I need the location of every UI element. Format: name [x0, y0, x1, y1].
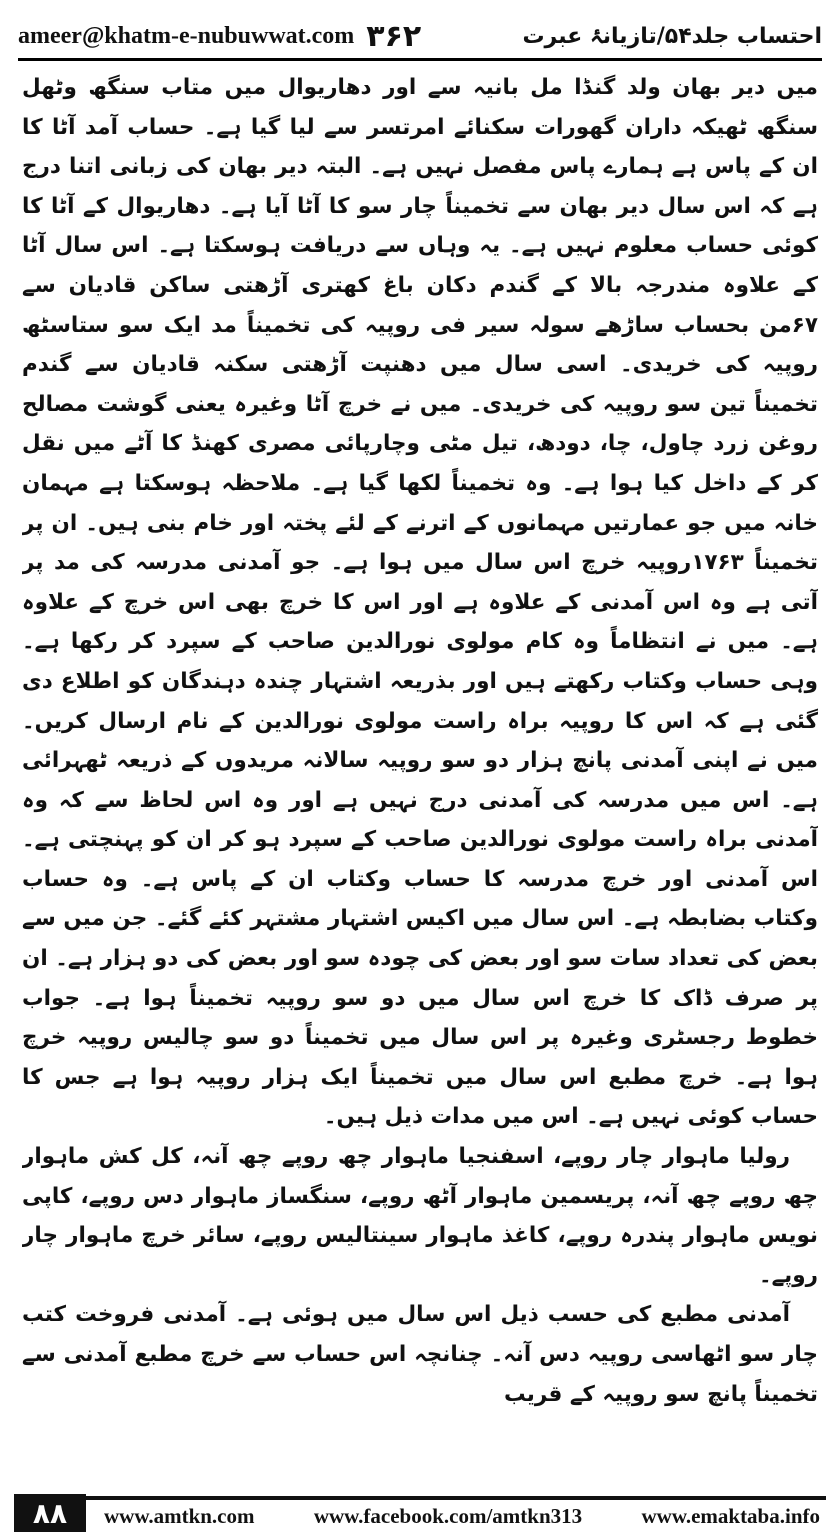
footer-link-facebook[interactable]: www.facebook.com/amtkn313	[313, 1503, 583, 1528]
page-body	[22, 68, 818, 1480]
page-header	[18, 14, 822, 61]
page-footer	[14, 1494, 826, 1532]
footer-link-emaktaba[interactable]: www.emaktaba.info	[641, 1503, 820, 1528]
paragraph: رولیا ماہوار چار روپے، اسفنجیا ماہوار چھ روپے چھ آنہ، کل کش ماہوار چھ روپے چھ آنہ، پریسمین ماہوار آٹھ روپے، سنگساز ماہوار دس روپے، کاپی نویس ماہوار پندرہ روپے، کاغذ ماہوار سینتالیس روپے، سائر خرچ ماہوار چار روپے۔	[22, 1144, 818, 1288]
footer-folio-number: ۸۸	[14, 1494, 86, 1532]
header-series-title: احتساب جلد۵۴/تازیانۂ عبرت	[522, 23, 822, 49]
paragraph: آمدنی مطبع کی حسب ذیل اس سال میں ہوئی ہے۔ آمدنی فروخت کتب چار سو اٹھاسی روپیہ دس آنہ۔ چنانچہ اس حساب سے خرچ مطبع آمدنی سے تخمیناً پانچ سو روپیہ کے قریب	[22, 1302, 818, 1407]
header-page-number: ۳۶۲	[366, 18, 422, 54]
header-left	[18, 19, 421, 54]
footer-links	[86, 1500, 826, 1532]
footer-links-bar	[86, 1494, 826, 1532]
paragraph: میں دیر بھان ولد گنڈا مل بانیہ سے اور دھاریوال میں متاب سنگھ وٹھل سنگھ ٹھیکہ داران گھورات سکنائے امرتسر سے لیا گیا ہے۔ حساب آمد آٹا کا ان کے پاس ہے ہمارے پاس مفصل نہیں ہے۔ البتہ دیر بھان کی زبانی اتنا درج ہے کہ اس سال دیر بھان سے تخمیناً چار سو کا آٹا آیا ہے۔ دھاریوال کے آٹا کا کوئی حساب معلوم نہیں ہے۔ یہ وہاں سے دریافت ہوسکتا ہے۔ اس سال آٹا کے علاوہ مندرجہ بالا کے گندم دکان باغ کھتری آڑھتی ساکن قادیان سے ۶۷من بحساب ساڑھے سولہ سیر فی روپیہ کی تخمیناً مد ایک سو ستاسٹھ روپیہ کی خریدی۔ اسی سال میں دھنپت آڑھتی سکنہ قادیان سے گندم تخمیناً تین سو روپیہ کی خریدی۔ میں نے خرچ آٹا وغیرہ یعنی گوشت مصالح روغن زرد چاول، چا، دودھ، تیل مٹی وچارپائی مصری کھنڈ کا آٹے میں نقل کر کے داخل کیا ہوا ہے۔ وہ تخمیناً لکھا گیا ہے۔ ملاحظہ ہوسکتا ہے مہمان خانہ میں جو عمارتیں مہمانوں کے اترنے کے لئے پختہ اور خام بنی ہیں۔ ان پر تخمیناً ۱۷۶۳روپیہ خرچ اس سال میں ہوا ہے۔ جو آمدنی مدرسہ کی مد پر آتی ہے وہ اس آمدنی کے علاوہ ہے اور اس کا خرچ بھی اس خرچ کے علاوہ ہے۔ میں نے انتظاماً وہ کام مولوی نورالدین صاحب کے سپرد کر رکھا ہے۔ وہی حساب وکتاب رکھتے ہیں اور بذریعہ اشتہار چندہ دہندگان کو اطلاع دی گئی ہے کہ اس کا روپیہ براہ راست مولوی نورالدین کے نام ارسال کریں۔ میں نے اپنی آمدنی پانچ ہزار دو سو روپیہ سالانہ مریدوں کے ذریعہ ٹھہرائی ہے۔ اس میں مدرسہ کی آمدنی درج نہیں ہے اور وہ اس لحاظ سے کہ وہ آمدنی براہ راست مولوی نورالدین صاحب کے سپرد ہو کر ان کو پہنچتی ہے۔ اس آمدنی اور خرچ مدرسہ کا حساب وکتاب ان کے پاس ہے۔ وہ حساب وکتاب بضابطہ ہے۔ اس سال میں اکیس اشتہار مشتہر کئے گئے۔ جن میں سے بعض کی تعداد سات سو اور بعض کی چودہ سو اور بعض کی دو ہزار ہے۔ ان پر صرف ڈاک کا خرچ اس سال میں دو سو روپیہ تخمیناً ہوا ہے۔ جواب خطوط رجسٹری وغیرہ پر اس سال میں تخمیناً دو سو چالیس روپیہ خرچ ہوا ہے۔ خرچ مطبع اس سال میں تخمیناً ایک ہزار روپیہ ہوا ہے جس کا حساب کوئی نہیں ہے۔ اس میں مدات ذیل ہیں۔	[22, 75, 818, 1130]
header-email: ameer@khatm-e-nubuwwat.com	[18, 22, 355, 49]
footer-link-amtkn[interactable]: www.amtkn.com	[104, 1503, 255, 1528]
